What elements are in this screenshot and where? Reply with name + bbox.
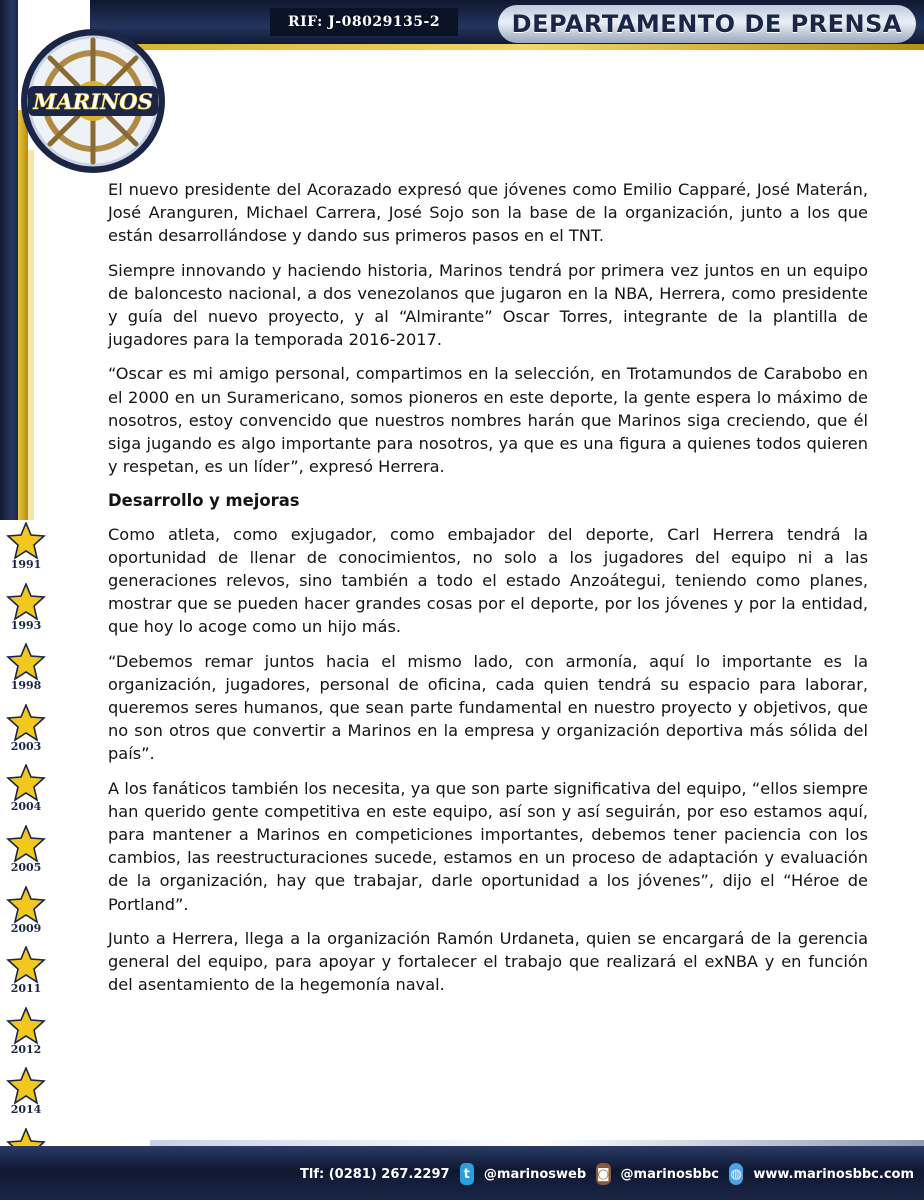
paragraph-5: “Debemos remar juntos hacia el mismo lado, con armonía, aquí lo importante es la organización, jugadores, personal de oficina, cada quien tendrá su espacio para laborar, queremos seres humanos, que sean parte fundamental en nuestro proyecto y objetivos, que no son otros que convertir a Marinos en la empresa y organización deportiva más sólida del país”.	[108, 651, 868, 764]
championship-year: 1991	[10, 558, 42, 571]
championship-year: 1998	[10, 679, 42, 693]
left-frame-band	[0, 0, 18, 520]
championship-year: 2009	[10, 921, 42, 935]
championship-year: 2011	[10, 982, 42, 996]
championship-year: 2003	[10, 739, 42, 753]
championship-year: 2004	[10, 800, 42, 814]
globe-icon: ◍	[729, 1163, 743, 1185]
championship-star	[4, 643, 48, 704]
star-icon	[6, 764, 46, 802]
star-icon	[6, 704, 46, 742]
footer-website-link[interactable]: www.marinosbbc.com	[753, 1166, 915, 1182]
logo-text: MARINOS	[33, 89, 153, 114]
department-title: DEPARTAMENTO DE PRENSA	[498, 5, 916, 43]
instagram-icon: ◙	[596, 1163, 610, 1185]
footer-contacts	[300, 1160, 914, 1188]
championship-year: 2005	[10, 860, 42, 874]
marinos-logo	[18, 26, 168, 176]
footer-twitter-handle[interactable]: @marinosweb	[483, 1166, 587, 1182]
championship-stars	[4, 522, 48, 1189]
section-subheading: Desarrollo y mejoras	[108, 491, 300, 511]
footer-phone: Tlf: (0281) 267.2297	[300, 1166, 450, 1182]
star-icon	[6, 1007, 46, 1045]
paragraph-6: A los fanáticos también los necesita, ya que son parte significativa del equipo, “ellos siempre han querido gente competitiva en este equipo, así son y así seguirán, por eso estamos aquí, para mantener a Marinos en competiciones importantes, debemos tener paciencia con los cambios, las reestructuraciones sucede, estamos en un proceso de adaptación y evaluación de la organización, hay que trabajar, darle oportunidad a los jóvenes”, dijo el “Héroe de Portland”.	[108, 778, 868, 914]
paragraph-1: El nuevo presidente del Acorazado expresó que jóvenes como Emilio Capparé, José Materán, José Aranguren, Michael Carrera, José Sojo son la base de la organización, junto a los que están desarrollándose y dando sus primeros pasos en el TNT.	[108, 180, 868, 246]
championship-star	[4, 583, 48, 644]
championship-star	[4, 1067, 48, 1128]
paragraph-2: Siempre innovando y haciendo historia, Marinos tendrá por primera vez juntos en un equipo de baloncesto nacional, a dos venezolanos que jugaron en la NBA, Herrera, como presidente y guía del nuevo proyecto, y al “Almirante” Oscar Torres, integrante de la plantilla de jugadores para la temporada 2016-2017.	[108, 260, 868, 350]
star-icon	[6, 522, 46, 560]
championship-star	[4, 704, 48, 765]
article-body	[108, 178, 868, 1008]
championship-star	[4, 946, 48, 1007]
championship-star	[4, 886, 48, 947]
championship-star	[4, 522, 48, 583]
championship-year: 1993	[10, 618, 42, 632]
paragraph-4: Como atleta, como exjugador, como embajador del deporte, Carl Herrera tendrá la oportunidad de llenar de conocimientos, no solo a los jugadores del equipo ni a las generaciones relevos, sino también a todo el estado Anzoátegui, teniendo como planes, mostrar que se pueden hacer grandes cosas por el deporte, por los jóvenes y por la entidad, que hoy lo acoge como un hijo más.	[108, 524, 868, 637]
star-icon	[6, 825, 46, 863]
rif-number: RIF: J-08029135-2	[270, 8, 458, 36]
championship-year: 2012	[10, 1042, 42, 1056]
paragraph-7: Junto a Herrera, llega a la organización Ramón Urdaneta, quien se encargará de la gerencia general del equipo, para apoyar y fortalecer el trabajo que realizará el exNBA y en función del asentamiento de la hegemonía naval.	[108, 928, 868, 995]
footer-instagram-handle[interactable]: @marinosbbc	[620, 1166, 719, 1182]
star-icon	[6, 946, 46, 984]
championship-year: 2014	[10, 1103, 42, 1117]
left-light-stripe	[28, 150, 34, 520]
twitter-icon: t	[460, 1163, 474, 1185]
championship-star	[4, 825, 48, 886]
paragraph-3: “Oscar es mi amigo personal, compartimos en la selección, en Trotamundos de Carabobo en el 2000 en un Suramericano, somos pioneros en este deporte, la gente espera lo máximo de nosotros, estoy convencido que nuestros nombres harán que Marinos siga creciendo, que él siga jugando es algo importante para nosotros, ya que es una figura a quienes todos quieren y respetan, es un líder”, expresó Herrera.	[108, 364, 868, 477]
header-gold-stripe	[130, 44, 924, 50]
star-icon	[6, 643, 46, 681]
championship-star	[4, 1007, 48, 1068]
star-icon	[6, 1067, 46, 1105]
star-icon	[6, 583, 46, 621]
championship-star	[4, 764, 48, 825]
star-icon	[6, 886, 46, 924]
